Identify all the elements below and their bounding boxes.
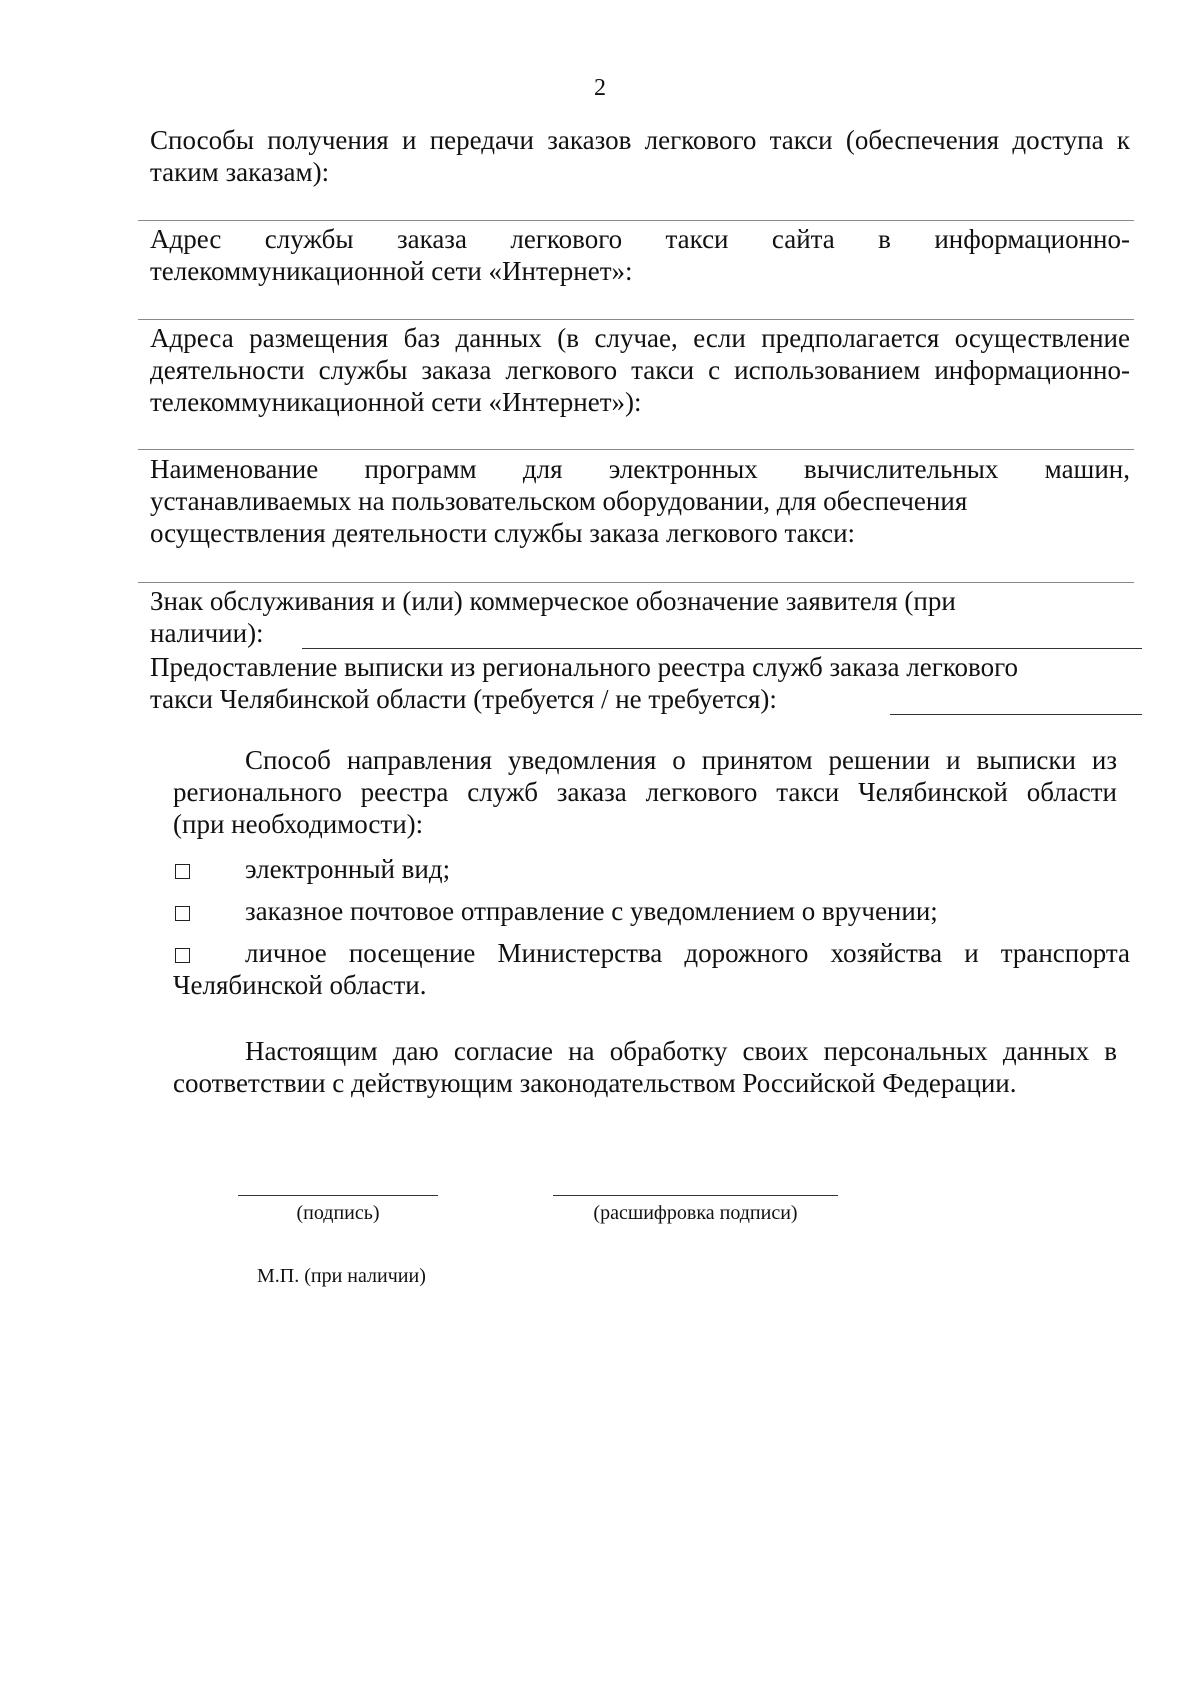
database-address-line-3: телекоммуникационной сети «Интернет»): xyxy=(150,387,642,417)
signature-line[interactable] xyxy=(238,1195,438,1196)
option-personal-visit-label-1: личное посещение Министерства дорожного хозяйства и транспорта xyxy=(245,938,1130,968)
extract-provision-answer-line[interactable] xyxy=(890,714,1142,715)
order-methods-line-2: таким заказам): xyxy=(150,157,330,187)
notification-line-3: (при необходимости): xyxy=(173,809,424,839)
service-mark-line-2: наличии): xyxy=(150,618,264,648)
signature-decode-caption: (расшифровка подписи) xyxy=(593,1202,798,1224)
option-electronic-checkbox[interactable] xyxy=(175,864,190,879)
extract-provision-line-1: Предоставление выписки из регионального реестра служб заказа легкового xyxy=(150,652,1018,682)
service-mark-line-1: Знак обслуживания и (или) коммерческое обозначение заявителя (при xyxy=(150,586,956,616)
option-registered-mail-label: заказное почтовое отправление с уведомлением о вручении; xyxy=(245,896,938,926)
software-names-line-2: устанавливаемых на пользовательском оборудовании, для обеспечения xyxy=(150,486,968,516)
extract-provision-line-2: такси Челябинской области (требуется / не требуется): xyxy=(150,684,777,714)
order-methods-answer-line[interactable] xyxy=(138,220,1134,221)
option-personal-visit-checkbox[interactable] xyxy=(175,948,190,963)
option-registered-mail-checkbox[interactable] xyxy=(175,906,190,921)
software-names-line-1: Наименование программ для электронных вычислительных машин, xyxy=(150,454,1130,484)
page-number: 2 xyxy=(594,75,606,101)
notification-line-2: регионального реестра служб заказа легкового такси Челябинской области xyxy=(173,777,1117,807)
signature-caption: (подпись) xyxy=(296,1202,380,1224)
option-electronic-label: электронный вид; xyxy=(245,854,451,884)
consent-line-2: соответствии с действующим законодательством Российской Федерации. xyxy=(173,1068,1017,1098)
software-names-answer-line[interactable] xyxy=(138,582,1134,583)
software-names-line-3: осуществления деятельности службы заказа легкового такси: xyxy=(150,518,856,548)
database-address-line-1: Адреса размещения баз данных (в случае, если предполагается осуществление xyxy=(150,323,1130,353)
database-address-line-2: деятельности службы заказа легкового такси с использованием информационно- xyxy=(150,355,1130,385)
stamp-placeholder: М.П. (при наличии) xyxy=(257,1265,426,1287)
site-address-line-1: Адрес службы заказа легкового такси сайта в информационно- xyxy=(150,224,1130,254)
consent-line-1: Настоящим даю согласие на обработку своих персональных данных в xyxy=(245,1036,1117,1066)
signature-decode-line[interactable] xyxy=(553,1195,838,1196)
service-mark-answer-line[interactable] xyxy=(302,648,1142,649)
site-address-line-2: телекоммуникационной сети «Интернет»: xyxy=(150,256,633,286)
database-address-answer-line[interactable] xyxy=(138,449,1134,450)
order-methods-line-1: Способы получения и передачи заказов легкового такси (обеспечения доступа к xyxy=(150,125,1130,155)
notification-line-1: Способ направления уведомления о принятом решении и выписки из xyxy=(245,745,1117,775)
option-personal-visit-label-2: Челябинской области. xyxy=(173,970,427,1000)
site-address-answer-line[interactable] xyxy=(138,319,1134,320)
